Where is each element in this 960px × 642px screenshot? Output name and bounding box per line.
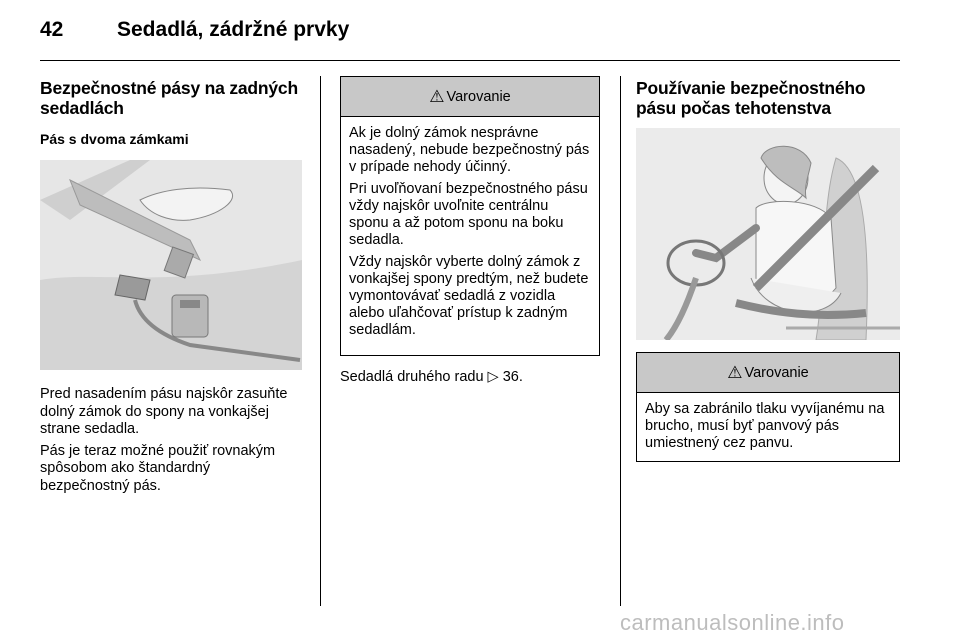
paragraph-insert-lower-buckle: Pred nasadením pásu najskôr zasuňte dolný zámok do spony na vonkajšej strane sedadla. bbox=[40, 386, 288, 437]
warning-title: Varovanie bbox=[446, 88, 511, 105]
warning-paragraph-1: Ak je dolný zámok nesprávne nasadený, nebude bezpečnostný pás v prípade nehody účinný. bbox=[349, 125, 590, 175]
pregnant-driver-illustration bbox=[636, 128, 900, 340]
section-heading-rear-belts: Bezpečnostné pásy na zadných sedadlách bbox=[40, 78, 298, 118]
warning-box-pregnancy bbox=[636, 352, 900, 462]
cross-reference bbox=[340, 369, 602, 387]
subheading-two-buckles: Pás s dvoma zámkami bbox=[40, 131, 189, 147]
belt-buckle-drawing bbox=[40, 160, 302, 370]
warning-paragraph-pelvis: Aby sa zabránilo tlaku vyvíjanému na brucho, musí byť panvový pás umiestnený cez panvu. bbox=[645, 401, 885, 451]
page-header bbox=[40, 18, 920, 58]
column-divider-1 bbox=[320, 76, 321, 606]
warning-paragraph-3: Vždy najskôr vyberte dolný zámok z vonkajšej spony predtým, než budete vymontovávať sedadlá z vozidla alebo uľahčovať prístup k zadným sedadlám. bbox=[349, 254, 589, 338]
warning-header bbox=[637, 353, 899, 393]
page-number: 42 bbox=[40, 18, 64, 41]
warning-title: Varovanie bbox=[744, 364, 809, 381]
reference-text: Sedadlá druhého radu bbox=[340, 369, 484, 385]
column-1-text bbox=[40, 386, 302, 495]
header-rule bbox=[40, 60, 900, 61]
section-heading-pregnancy: Používanie bezpečnostného pásu počas tehotenstva bbox=[636, 78, 866, 118]
warning-body bbox=[637, 393, 899, 460]
pregnant-driver-drawing bbox=[636, 128, 900, 340]
warning-paragraph-2: Pri uvoľňovaní bezpečnostného pásu vždy najskôr uvoľnite centrálnu sponu a až potom sponu na boku sedadla. bbox=[349, 181, 588, 248]
column-1 bbox=[40, 78, 302, 148]
column-divider-2 bbox=[620, 76, 621, 606]
warning-icon: ⚠ bbox=[429, 86, 445, 106]
paragraph-use-standard-belt: Pás je teraz možné použiť rovnakým spôsobom ako štandardný bezpečnostný pás. bbox=[40, 442, 276, 494]
watermark: carmanualsonline.info bbox=[620, 610, 845, 635]
warning-icon: ⚠ bbox=[727, 362, 743, 382]
chapter-title: Sedadlá, zádržné prvky bbox=[117, 18, 350, 41]
reference-arrow-icon: ▷ bbox=[487, 369, 499, 385]
reference-page: 36. bbox=[502, 369, 523, 385]
belt-buckle-illustration bbox=[40, 160, 302, 370]
warning-body bbox=[341, 117, 599, 347]
column-3 bbox=[636, 78, 900, 118]
warning-header bbox=[341, 77, 599, 117]
warning-box-lower-buckle bbox=[340, 76, 600, 356]
